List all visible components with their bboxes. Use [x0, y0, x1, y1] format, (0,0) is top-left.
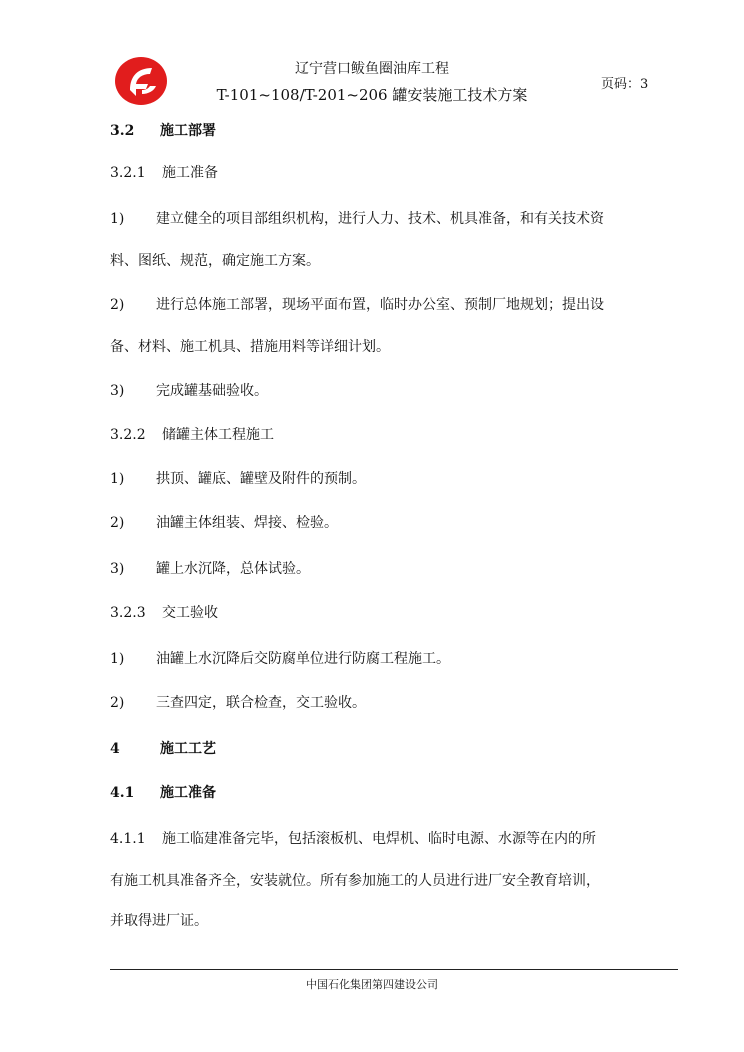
- body-line: [110, 912, 644, 930]
- section-number: 3.2: [110, 123, 135, 139]
- body-line: [110, 122, 644, 140]
- header-project: 辽宁营口鲅鱼圈油库工程: [295, 61, 449, 77]
- body-line: [110, 164, 644, 182]
- body-line: [110, 426, 644, 444]
- line-text: 罐上水沉降，总体试验。: [156, 561, 310, 577]
- line-text: 施工部署: [160, 123, 216, 139]
- line-text: 并取得进厂证。: [110, 913, 208, 929]
- section-number: 2): [110, 515, 125, 531]
- section-number: 1): [110, 471, 125, 487]
- line-text: 油罐主体组装、焊接、检验。: [156, 515, 338, 531]
- line-text: 施工准备: [160, 785, 216, 801]
- body-line: [110, 252, 644, 270]
- body-line: [110, 604, 644, 622]
- line-text: 料、图纸、规范，确定施工方案。: [110, 253, 320, 269]
- body-line: [110, 830, 644, 848]
- body-line: [110, 382, 644, 400]
- section-number: 3): [110, 561, 125, 577]
- section-number: 2): [110, 297, 125, 313]
- body-line: [110, 740, 644, 758]
- body-line: [110, 872, 644, 890]
- body-line: [110, 210, 644, 228]
- body-line: [110, 560, 644, 578]
- section-number: 1): [110, 651, 125, 667]
- section-number: 1): [110, 211, 125, 227]
- line-text: 备、材料、施工机具、措施用料等详细计划。: [110, 339, 390, 355]
- section-number: 4.1: [110, 785, 135, 801]
- body-line: [110, 514, 644, 532]
- body-line: [110, 784, 644, 802]
- section-number: 2): [110, 695, 125, 711]
- footer-company: 中国石化集团第四建设公司: [306, 978, 438, 991]
- line-text: 交工验收: [162, 605, 218, 621]
- line-text: 施工准备: [162, 165, 218, 181]
- body-line: [110, 338, 644, 356]
- section-number: 4: [110, 741, 120, 757]
- section-number: 3.2.3: [110, 605, 146, 621]
- line-text: 进行总体施工部署，现场平面布置，临时办公室、预制厂地规划；提出设: [156, 297, 604, 313]
- line-text: 施工临建准备完毕，包括滚板机、电焊机、临时电源、水源等在内的所: [162, 831, 596, 847]
- line-text: 拱顶、罐底、罐壁及附件的预制。: [156, 471, 366, 487]
- line-text: 三查四定，联合检查，交工验收。: [156, 695, 366, 711]
- line-text: 有施工机具准备齐全，安装就位。所有参加施工的人员进行进厂安全教育培训，: [110, 873, 600, 889]
- footer-divider: [110, 969, 678, 970]
- body-line: [110, 694, 644, 712]
- header-title: T-101~108/T-201~206 罐安装施工技术方案: [216, 86, 528, 104]
- body-line: [110, 296, 644, 314]
- line-text: 建立健全的项目部组织机构，进行人力、技术、机具准备，和有关技术资: [156, 211, 604, 227]
- line-text: 油罐上水沉降后交防腐单位进行防腐工程施工。: [156, 651, 450, 667]
- line-text: 施工工艺: [160, 741, 216, 757]
- section-number: 4.1.1: [110, 831, 146, 847]
- line-text: 完成罐基础验收。: [156, 383, 268, 399]
- body-line: [110, 470, 644, 488]
- header-page-number: 页码：3: [601, 77, 649, 92]
- line-text: 储罐主体工程施工: [162, 427, 274, 443]
- section-number: 3.2.2: [110, 427, 146, 443]
- section-number: 3.2.1: [110, 165, 146, 181]
- body-line: [110, 650, 644, 668]
- section-number: 3): [110, 383, 125, 399]
